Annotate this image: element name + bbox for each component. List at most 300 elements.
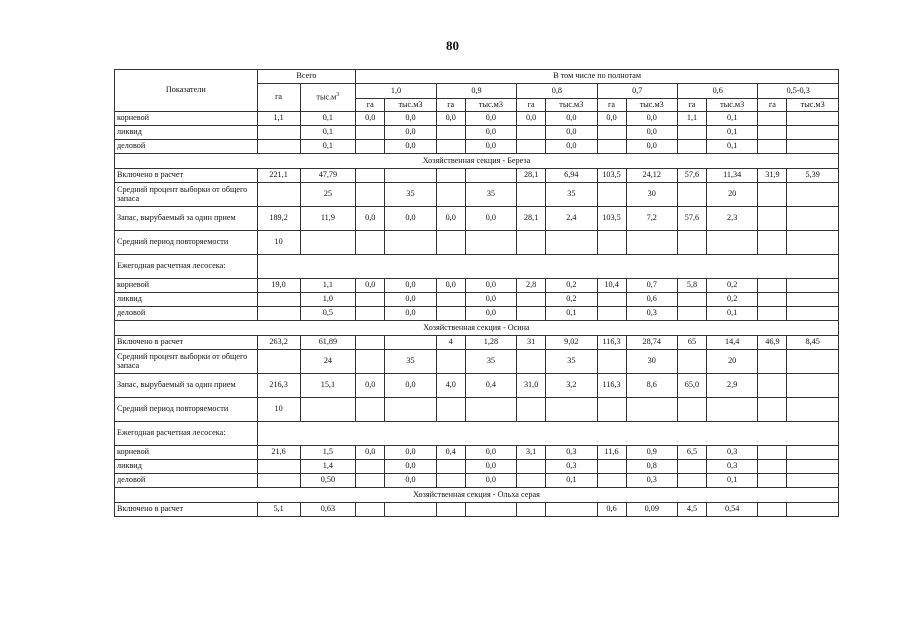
density-cell: 0,0	[356, 207, 385, 231]
density-cell: 0,0	[465, 293, 516, 307]
density-cell	[385, 503, 436, 517]
density-header-0: 1,0	[356, 84, 436, 99]
density-cell	[787, 460, 839, 474]
subheader-m3-0: тыс.м3	[385, 99, 436, 112]
total-ha-cell: 5,1	[257, 503, 300, 517]
density-cell	[356, 140, 385, 154]
total-ha-cell: 19,0	[257, 279, 300, 293]
density-cell: 0,8	[626, 460, 677, 474]
density-cell: 11,34	[706, 169, 757, 183]
density-cell: 0,6	[626, 293, 677, 307]
density-cell: 4	[436, 336, 465, 350]
density-cell: 0,7	[626, 279, 677, 293]
density-cell: 31	[517, 336, 546, 350]
density-cell	[356, 398, 385, 422]
density-cell: 24,12	[626, 169, 677, 183]
subheader-ha-1: га	[436, 99, 465, 112]
density-cell	[436, 293, 465, 307]
density-cell: 0,0	[626, 126, 677, 140]
density-cell: 57,6	[677, 169, 706, 183]
density-cell	[385, 231, 436, 255]
total-ha-cell	[257, 140, 300, 154]
density-cell	[546, 231, 597, 255]
row-label: Запас, вырубаемый за один прием	[115, 207, 258, 231]
density-cell: 0,0	[546, 126, 597, 140]
total-m3-cell: 0,5	[300, 307, 356, 321]
density-cell	[517, 398, 546, 422]
density-cell	[356, 336, 385, 350]
density-cell: 28,1	[517, 169, 546, 183]
density-cell	[356, 474, 385, 488]
subheader-m3-1: тыс.м3	[465, 99, 516, 112]
total-m3-cell: 0,1	[300, 140, 356, 154]
density-cell: 0,0	[385, 460, 436, 474]
header-total-ha: га	[257, 84, 300, 112]
density-cell	[517, 307, 546, 321]
table-row	[115, 446, 839, 460]
density-header-4: 0,6	[677, 84, 757, 99]
table-row	[115, 231, 839, 255]
density-cell: 103,5	[597, 207, 626, 231]
density-cell	[597, 460, 626, 474]
density-cell: 30	[626, 350, 677, 374]
density-cell: 0,1	[706, 307, 757, 321]
density-cell: 1,1	[677, 112, 706, 126]
density-cell: 0,0	[356, 374, 385, 398]
density-cell	[356, 231, 385, 255]
density-cell: 0,2	[546, 279, 597, 293]
density-cell: 35	[465, 350, 516, 374]
row-label: Средний период повторяемости	[115, 398, 258, 422]
subheading-row	[115, 255, 839, 279]
density-cell	[677, 474, 706, 488]
subheader-m3-2: тыс.м3	[546, 99, 597, 112]
density-cell: 0,0	[385, 374, 436, 398]
density-cell: 46,9	[758, 336, 787, 350]
total-m3-cell: 0,50	[300, 474, 356, 488]
density-cell: 0,0	[465, 460, 516, 474]
density-cell: 0,0	[626, 140, 677, 154]
density-cell	[626, 231, 677, 255]
density-cell: 0,2	[546, 293, 597, 307]
row-label: ликвид	[115, 293, 258, 307]
header-indicators: Показатели	[115, 70, 258, 112]
section-row	[115, 488, 839, 503]
empty-span-cell	[257, 422, 838, 446]
density-cell: 3,1	[517, 446, 546, 460]
density-cell	[385, 336, 436, 350]
density-cell: 4,5	[677, 503, 706, 517]
total-ha-cell	[257, 474, 300, 488]
table-row	[115, 293, 839, 307]
table-row	[115, 169, 839, 183]
table-row	[115, 336, 839, 350]
density-cell: 20	[706, 350, 757, 374]
density-cell	[546, 398, 597, 422]
density-cell	[517, 293, 546, 307]
density-cell	[758, 350, 787, 374]
density-cell: 6,94	[546, 169, 597, 183]
density-cell: 9,02	[546, 336, 597, 350]
total-ha-cell: 216,3	[257, 374, 300, 398]
density-cell: 0,0	[626, 112, 677, 126]
density-cell: 0,0	[385, 307, 436, 321]
density-cell: 7,2	[626, 207, 677, 231]
density-cell: 0,3	[706, 446, 757, 460]
density-cell	[677, 126, 706, 140]
header-incl-density: В том числе по полнотам	[356, 70, 839, 84]
density-cell: 3,2	[546, 374, 597, 398]
density-cell	[626, 398, 677, 422]
table-row	[115, 398, 839, 422]
density-cell: 0,4	[465, 374, 516, 398]
density-cell: 8,45	[787, 336, 839, 350]
density-cell	[436, 398, 465, 422]
density-cell	[787, 140, 839, 154]
density-cell	[758, 112, 787, 126]
subheader-ha-3: га	[597, 99, 626, 112]
density-header-5: 0,5-0,3	[758, 84, 839, 99]
density-cell	[517, 183, 546, 207]
density-cell: 0,0	[385, 446, 436, 460]
density-cell: 20	[706, 183, 757, 207]
density-cell: 57,6	[677, 207, 706, 231]
density-header-3: 0,7	[597, 84, 677, 99]
density-cell	[677, 140, 706, 154]
density-cell: 116,3	[597, 374, 626, 398]
density-cell: 2,3	[706, 207, 757, 231]
density-cell	[677, 460, 706, 474]
density-cell	[787, 183, 839, 207]
header-total-m3-sup: 3	[336, 92, 340, 99]
total-ha-cell: 21,6	[257, 446, 300, 460]
density-cell: 1,28	[465, 336, 516, 350]
density-cell	[758, 460, 787, 474]
section-row	[115, 154, 839, 169]
total-m3-cell: 0,1	[300, 112, 356, 126]
page-number: 80	[446, 38, 459, 53]
density-cell: 0,0	[597, 112, 626, 126]
density-cell: 0,54	[706, 503, 757, 517]
total-m3-cell: 1,0	[300, 293, 356, 307]
density-cell: 0,1	[706, 126, 757, 140]
subheader-ha-4: га	[677, 99, 706, 112]
density-cell	[677, 293, 706, 307]
density-cell: 116,3	[597, 336, 626, 350]
density-cell: 0,3	[626, 474, 677, 488]
density-cell	[787, 503, 839, 517]
density-cell: 0,0	[436, 112, 465, 126]
section-title: Хозяйственная секция - Ольха серая	[115, 488, 839, 503]
subheader-ha-5: га	[758, 99, 787, 112]
table-row	[115, 112, 839, 126]
density-cell	[758, 446, 787, 460]
density-cell: 0,0	[465, 279, 516, 293]
density-cell	[436, 183, 465, 207]
density-cell	[758, 503, 787, 517]
subheader-m3-4: тыс.м3	[706, 99, 757, 112]
total-m3-cell: 0,63	[300, 503, 356, 517]
density-cell	[787, 474, 839, 488]
density-cell: 6,5	[677, 446, 706, 460]
table-row	[115, 126, 839, 140]
density-cell: 0,0	[385, 279, 436, 293]
density-cell: 0,0	[356, 446, 385, 460]
density-cell	[465, 503, 516, 517]
row-label: деловой	[115, 307, 258, 321]
density-cell: 35	[385, 350, 436, 374]
table-row	[115, 207, 839, 231]
density-cell	[465, 398, 516, 422]
density-cell: 0,0	[465, 112, 516, 126]
density-cell	[787, 293, 839, 307]
density-cell	[787, 307, 839, 321]
density-cell: 11,6	[597, 446, 626, 460]
row-label: Включено в расчет	[115, 503, 258, 517]
density-cell: 65,0	[677, 374, 706, 398]
row-label: ликвид	[115, 126, 258, 140]
density-cell: 0,2	[706, 279, 757, 293]
density-cell: 0,0	[385, 207, 436, 231]
density-cell: 0,1	[546, 474, 597, 488]
density-cell	[356, 503, 385, 517]
density-header-1: 0,9	[436, 84, 516, 99]
density-cell: 28,74	[626, 336, 677, 350]
row-label: Средний период повторяемости	[115, 231, 258, 255]
density-cell	[677, 231, 706, 255]
density-cell	[436, 231, 465, 255]
density-cell	[517, 503, 546, 517]
total-ha-cell: 189,2	[257, 207, 300, 231]
row-label: Включено в расчет	[115, 169, 258, 183]
density-cell: 31,9	[758, 169, 787, 183]
density-cell: 0,0	[385, 293, 436, 307]
density-cell: 35	[546, 350, 597, 374]
row-label: корневой	[115, 112, 258, 126]
density-cell	[758, 293, 787, 307]
total-ha-cell	[257, 293, 300, 307]
density-cell: 35	[546, 183, 597, 207]
table-row	[115, 374, 839, 398]
header-total: Всего	[257, 70, 356, 84]
density-cell	[758, 207, 787, 231]
density-cell: 0,3	[546, 446, 597, 460]
total-m3-cell: 1,4	[300, 460, 356, 474]
density-cell: 0,0	[385, 126, 436, 140]
density-cell	[436, 140, 465, 154]
row-label: Средний процент выборки от общего запаса	[115, 183, 258, 207]
density-cell	[787, 398, 839, 422]
total-m3-cell: 61,89	[300, 336, 356, 350]
density-cell	[436, 460, 465, 474]
total-ha-cell	[257, 460, 300, 474]
density-cell	[597, 398, 626, 422]
section-title: Хозяйственная секция - Осина	[115, 321, 839, 336]
total-m3-cell: 15,1	[300, 374, 356, 398]
row-label: деловой	[115, 140, 258, 154]
row-label: ликвид	[115, 460, 258, 474]
total-m3-cell: 47,79	[300, 169, 356, 183]
density-cell	[758, 307, 787, 321]
density-cell: 2,8	[517, 279, 546, 293]
density-cell: 0,0	[385, 112, 436, 126]
density-cell: 0,1	[706, 474, 757, 488]
table-row	[115, 183, 839, 207]
table-row	[115, 350, 839, 374]
density-cell	[436, 307, 465, 321]
subheader-m3-3: тыс.м3	[626, 99, 677, 112]
density-cell	[546, 503, 597, 517]
density-cell: 0,0	[465, 126, 516, 140]
density-cell	[758, 279, 787, 293]
density-cell	[758, 474, 787, 488]
density-cell	[436, 169, 465, 183]
density-cell	[758, 231, 787, 255]
density-cell: 30	[626, 183, 677, 207]
density-cell	[597, 140, 626, 154]
total-m3-cell	[300, 398, 356, 422]
density-cell: 5,8	[677, 279, 706, 293]
density-cell: 65	[677, 336, 706, 350]
forest-calculation-table	[114, 69, 839, 517]
header-row-1	[115, 70, 839, 84]
density-cell	[597, 183, 626, 207]
density-cell: 5,39	[787, 169, 839, 183]
density-cell	[787, 350, 839, 374]
density-cell	[787, 207, 839, 231]
density-cell	[356, 183, 385, 207]
total-m3-cell: 11,9	[300, 207, 356, 231]
density-cell	[436, 126, 465, 140]
density-cell	[787, 112, 839, 126]
density-cell: 35	[465, 183, 516, 207]
total-m3-cell: 0,1	[300, 126, 356, 140]
density-cell: 0,0	[356, 279, 385, 293]
density-cell	[787, 279, 839, 293]
table-row	[115, 140, 839, 154]
density-cell	[436, 350, 465, 374]
density-cell	[597, 126, 626, 140]
density-cell: 0,0	[385, 140, 436, 154]
density-cell	[677, 350, 706, 374]
density-cell: 0,9	[626, 446, 677, 460]
density-header-2: 0,8	[517, 84, 597, 99]
section-row	[115, 321, 839, 336]
density-cell: 0,0	[465, 207, 516, 231]
density-cell: 8,6	[626, 374, 677, 398]
density-cell	[356, 460, 385, 474]
total-ha-cell: 221,1	[257, 169, 300, 183]
total-m3-cell: 1,5	[300, 446, 356, 460]
density-cell: 0,0	[465, 140, 516, 154]
density-cell	[677, 183, 706, 207]
density-cell: 28,1	[517, 207, 546, 231]
row-label: Ежегодная расчетная лесосека:	[115, 422, 258, 446]
density-cell: 0,4	[436, 446, 465, 460]
total-ha-cell: 263,2	[257, 336, 300, 350]
density-cell	[758, 374, 787, 398]
total-m3-cell	[300, 231, 356, 255]
density-cell	[597, 350, 626, 374]
density-cell	[517, 140, 546, 154]
density-cell	[597, 307, 626, 321]
subheading-row	[115, 422, 839, 446]
density-cell	[758, 398, 787, 422]
density-cell	[758, 183, 787, 207]
density-cell: 0,1	[706, 140, 757, 154]
density-cell: 2,4	[546, 207, 597, 231]
row-label: Ежегодная расчетная лесосека:	[115, 255, 258, 279]
total-ha-cell	[257, 307, 300, 321]
table-row	[115, 279, 839, 293]
density-cell	[356, 307, 385, 321]
density-cell: 0,0	[356, 112, 385, 126]
section-title: Хозяйственная секция - Береза	[115, 154, 839, 169]
density-cell	[517, 350, 546, 374]
density-cell	[677, 307, 706, 321]
total-ha-cell: 1,1	[257, 112, 300, 126]
table-row	[115, 460, 839, 474]
density-cell: 0,0	[465, 474, 516, 488]
density-cell: 0,0	[436, 207, 465, 231]
density-cell	[465, 231, 516, 255]
density-cell	[597, 474, 626, 488]
density-cell	[385, 169, 436, 183]
total-ha-cell	[257, 350, 300, 374]
density-cell	[758, 140, 787, 154]
density-cell	[356, 169, 385, 183]
total-m3-cell: 25	[300, 183, 356, 207]
density-cell: 0,6	[597, 503, 626, 517]
density-cell	[436, 474, 465, 488]
total-ha-cell	[257, 183, 300, 207]
density-cell	[517, 231, 546, 255]
density-cell: 0,0	[436, 279, 465, 293]
density-cell: 0,3	[546, 460, 597, 474]
density-cell	[706, 231, 757, 255]
total-m3-cell: 24	[300, 350, 356, 374]
density-cell	[597, 293, 626, 307]
table-row	[115, 307, 839, 321]
density-cell: 10,4	[597, 279, 626, 293]
total-ha-cell: 10	[257, 398, 300, 422]
density-cell	[787, 126, 839, 140]
density-cell: 0,0	[465, 307, 516, 321]
row-label: деловой	[115, 474, 258, 488]
subheader-ha-2: га	[517, 99, 546, 112]
subheader-ha-0: га	[356, 99, 385, 112]
row-label: корневой	[115, 279, 258, 293]
density-cell: 0,0	[517, 112, 546, 126]
density-cell: 0,1	[706, 112, 757, 126]
density-cell: 0,0	[465, 446, 516, 460]
density-cell	[385, 398, 436, 422]
density-cell	[597, 231, 626, 255]
density-cell	[436, 503, 465, 517]
density-cell	[465, 169, 516, 183]
density-cell	[517, 460, 546, 474]
density-cell: 0,1	[546, 307, 597, 321]
total-m3-cell: 1,1	[300, 279, 356, 293]
density-cell: 0,0	[546, 140, 597, 154]
density-cell	[787, 446, 839, 460]
density-cell: 4,0	[436, 374, 465, 398]
subheader-m3-5: тыс.м3	[787, 99, 839, 112]
density-cell: 0,0	[546, 112, 597, 126]
header-total-m3-text: тыс.м	[316, 92, 337, 102]
density-cell: 0,3	[626, 307, 677, 321]
density-cell	[356, 126, 385, 140]
